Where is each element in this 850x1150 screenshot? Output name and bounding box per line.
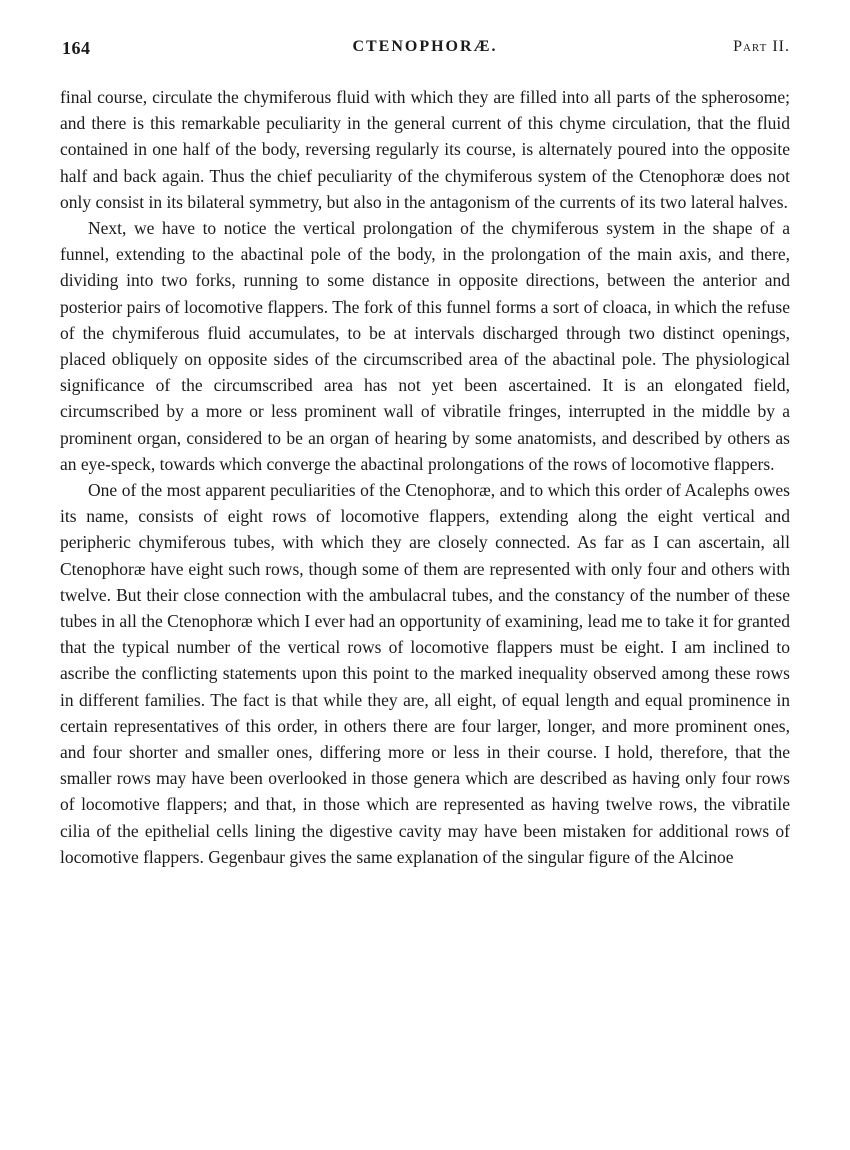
- body-text: [60, 84, 790, 870]
- paragraph-1: final course, circulate the chymiferous fluid with which they are filled into all parts of the spherosome; and there is this remarkable peculiarity in the general current of this chyme circulation, that the fluid contained in one half of the body, reversing regularly its course, is alternately poured into the opposite half and back again. Thus the chief peculiarity of the chymiferous system of the Ctenophoræ does not only consist in its bilateral symmetry, but also in the antagonism of the currents of its two lateral halves.: [60, 87, 790, 212]
- running-title: CTENOPHORÆ.: [352, 38, 498, 55]
- paragraph-2: Next, we have to notice the vertical prolongation of the chymiferous system in the shape of a funnel, extending to the abactinal pole of the body, in the prolongation of the main axis, and there, dividing into two forks, running to some distance in opposite directions, between the anterior and posterior pairs of locomotive flappers. The fork of this funnel forms a sort of cloaca, in which the refuse of the chymiferous fluid accumulates, to be at intervals discharged through two distinct openings, placed obliquely on opposite sides of the circumscribed area of the abactinal pole. The physiological significance of the circumscribed area has not yet been ascertained. It is an elongated field, circumscribed by a more or less prominent wall of vibratile fringes, interrupted in the middle by a prominent organ, considered to be an organ of hearing by some anatomists, and described by others as an eye-speck, towards which converge the abactinal prolongations of the rows of locomotive flappers.: [60, 218, 790, 474]
- part-label: Part II.: [733, 38, 790, 55]
- running-head: [60, 38, 790, 66]
- page-number: 164: [62, 38, 91, 58]
- book-page: [60, 38, 790, 870]
- paragraph-3: One of the most apparent peculiarities of the Ctenophoræ, and to which this order of Acalephs owes its name, consists of eight rows of locomotive flappers, extending along the eight vertical and peripheric chymiferous tubes, with which they are closely connected. As far as I can ascertain, all Ctenophoræ have eight such rows, though some of them are represented with only four and others with twelve. But their close connection with the ambulacral tubes, and the constancy of the number of these tubes in all the Ctenophoræ which I ever had an opportunity of examining, lead me to take it for granted that the typical number of the vertical rows of locomotive flappers must be eight. I am inclined to ascribe the conflicting statements upon this point to the marked inequality observed among these rows in different families. The fact is that while they are, all eight, of equal length and equal prominence in certain representatives of this order, in others there are four larger, longer, and more prominent ones, and four shorter and smaller ones, differing more or less in their course. I hold, therefore, that the smaller rows may have been overlooked in those genera which are described as having only four rows of locomotive flappers; and that, in those which are represented as having twelve rows, the vibratile cilia of the epithelial cells lining the digestive cavity may have been mistaken for additional rows of locomotive flappers. Gegenbaur gives the same explanation of the singular figure of the Alcinoe: [60, 480, 790, 867]
